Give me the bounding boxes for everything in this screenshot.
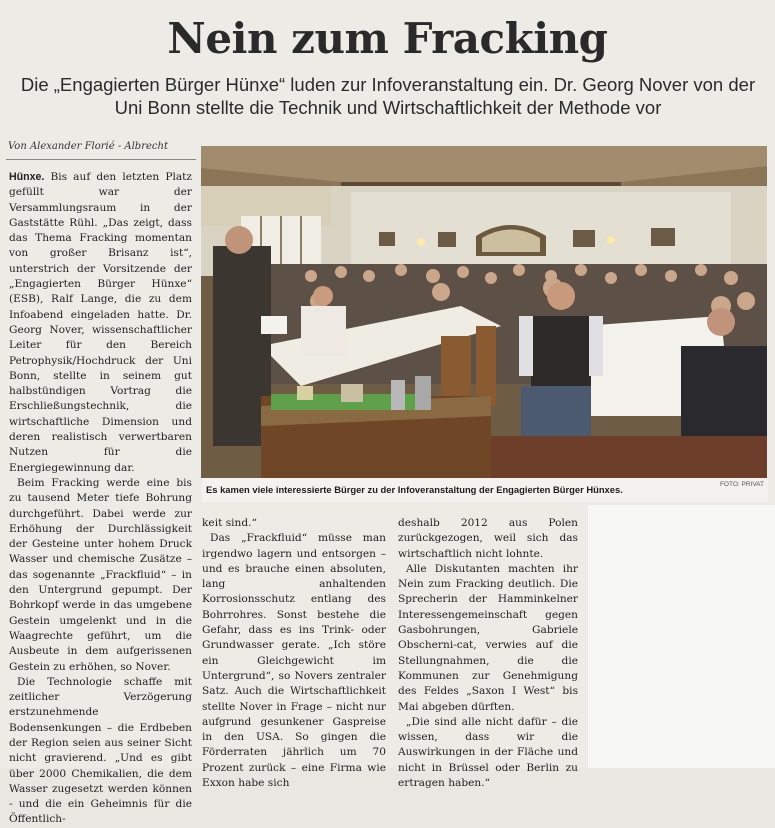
paragraph: Das „Frackfluid“ müsse man irgendwo lagern und entsorgen – und es brauche einen absoluten, lang anhaltenden Korrosionsschutz entlang des Bohrrohres. Sonst bestehe die Gefahr, dass es ins Trink- oder Grundwasser gerate. „Ich störe ein Gleichgewicht im Untergrund“, so Novers zentraler Satz. Auch die Wirtschaftlichkeit stellte Nover in Frage – nicht nur aufgrund gesunkener Gaspreise in den USA. So gingen die Förderraten jährlich um 70 Prozent zurück – eine Firma wie Exxon habe sich [202, 532, 386, 790]
paragraph: Alle Diskutanten machten ihr Nein zum Fracking deutlich. Die Sprecherin der Hamminkelner Interessengemeinschaft gegen Gasbohrungen, Gabriele Obscherni-cat, verwies auf die Stellungnahmen, die die Kommunen zur Genehmigung des Feldes „Saxon I West“ bis Mai abgeben dürften. [398, 562, 578, 713]
article-photo [201, 146, 767, 478]
photo-caption: Es kamen viele interessierte Bürger zu der Infoveranstaltung der Engagierten Bürger Hünxes. [206, 484, 623, 495]
article-byline: Von Alexander Florié - Albrecht [8, 141, 168, 152]
photo-credit: FOTO: PRIVAT [719, 481, 764, 488]
empty-area [588, 505, 775, 768]
paragraph: Hünxe. Bis auf den letzten Platz gefüllt war der Versammlungsraum in der Gaststätte Rühl. „Das zeigt, dass das Thema Fracking momentan von großer Brisanz ist“, unterstrich der Vorsitzende der „Engagierten Bürger Hünxe“ (ESB), Ralf Lange, die zu dem Infoabend eingeladen hatte. Dr. Georg Nover, wissenschaftlicher Leiter für den Bereich Petrophysik/Hochdruck der Uni Bonn, stellte in seinem gut halbstündigen Vortrag die Erschließungstechnik, die wirtschaftliche Dimension und deren realistisch verwertbaren Nutzen für die Energiegewinnung dar. [9, 171, 192, 474]
text-column-1 [9, 170, 192, 828]
photo-caption-bar [202, 478, 768, 502]
paragraph: „Die sind alle nicht dafür – die wissen, dass wir die Auswirkungen in der Fläche und nicht in Brüssel oder Berlin zu ertragen haben.“ [398, 715, 578, 790]
paragraph: keit sind.“ [202, 517, 257, 529]
article-subheadline: Die „Engagierten Bürger Hünxe“ luden zur Infoveranstaltung ein. Dr. Georg Nover von der Uni Bonn stellte die Technik und Wirtschaftlichkeit der Methode vor [20, 74, 756, 118]
text-column-3 [398, 516, 578, 791]
dateline: Hünxe. [9, 171, 45, 183]
text-column-2 [202, 516, 386, 791]
paragraph: Die Technologie schaffe mit zeitlicher Verzögerung erstzunehmende Bodensenkungen – die Erdbeben der Region seien aus seiner Sicht nicht gravierend. „Und es gibt über 2000 Chemikalien, die dem Wasser zugesetzt werden können - und die ein Geheimnis für die Öffentlich- [9, 675, 192, 826]
byline-rule [6, 159, 196, 160]
paragraph: Beim Fracking werde eine bis zu tausend Meter tiefe Bohrung durchgeführt. Dabei werde zur Erhöhung der Durchlässigkeit der Gesteine unter hohem Druck Wasser und chemische Zusätze – das sogenannte „Frackfluid“ – in den Untergrund gepumpt. Der Bohrkopf werde in das umgebene Gestein umgelenkt und in die Waagrechte geführt, um die Ausbeute in dem aufgerissenen Gestein zu erhöhen, so Nover. [9, 476, 192, 673]
article-headline: Nein zum Fracking [167, 14, 608, 63]
paragraph: deshalb 2012 aus Polen zurückgezogen, weil sich das wirtschaftlich nicht lohnte. [398, 517, 578, 560]
event-hall-photo [201, 146, 767, 478]
